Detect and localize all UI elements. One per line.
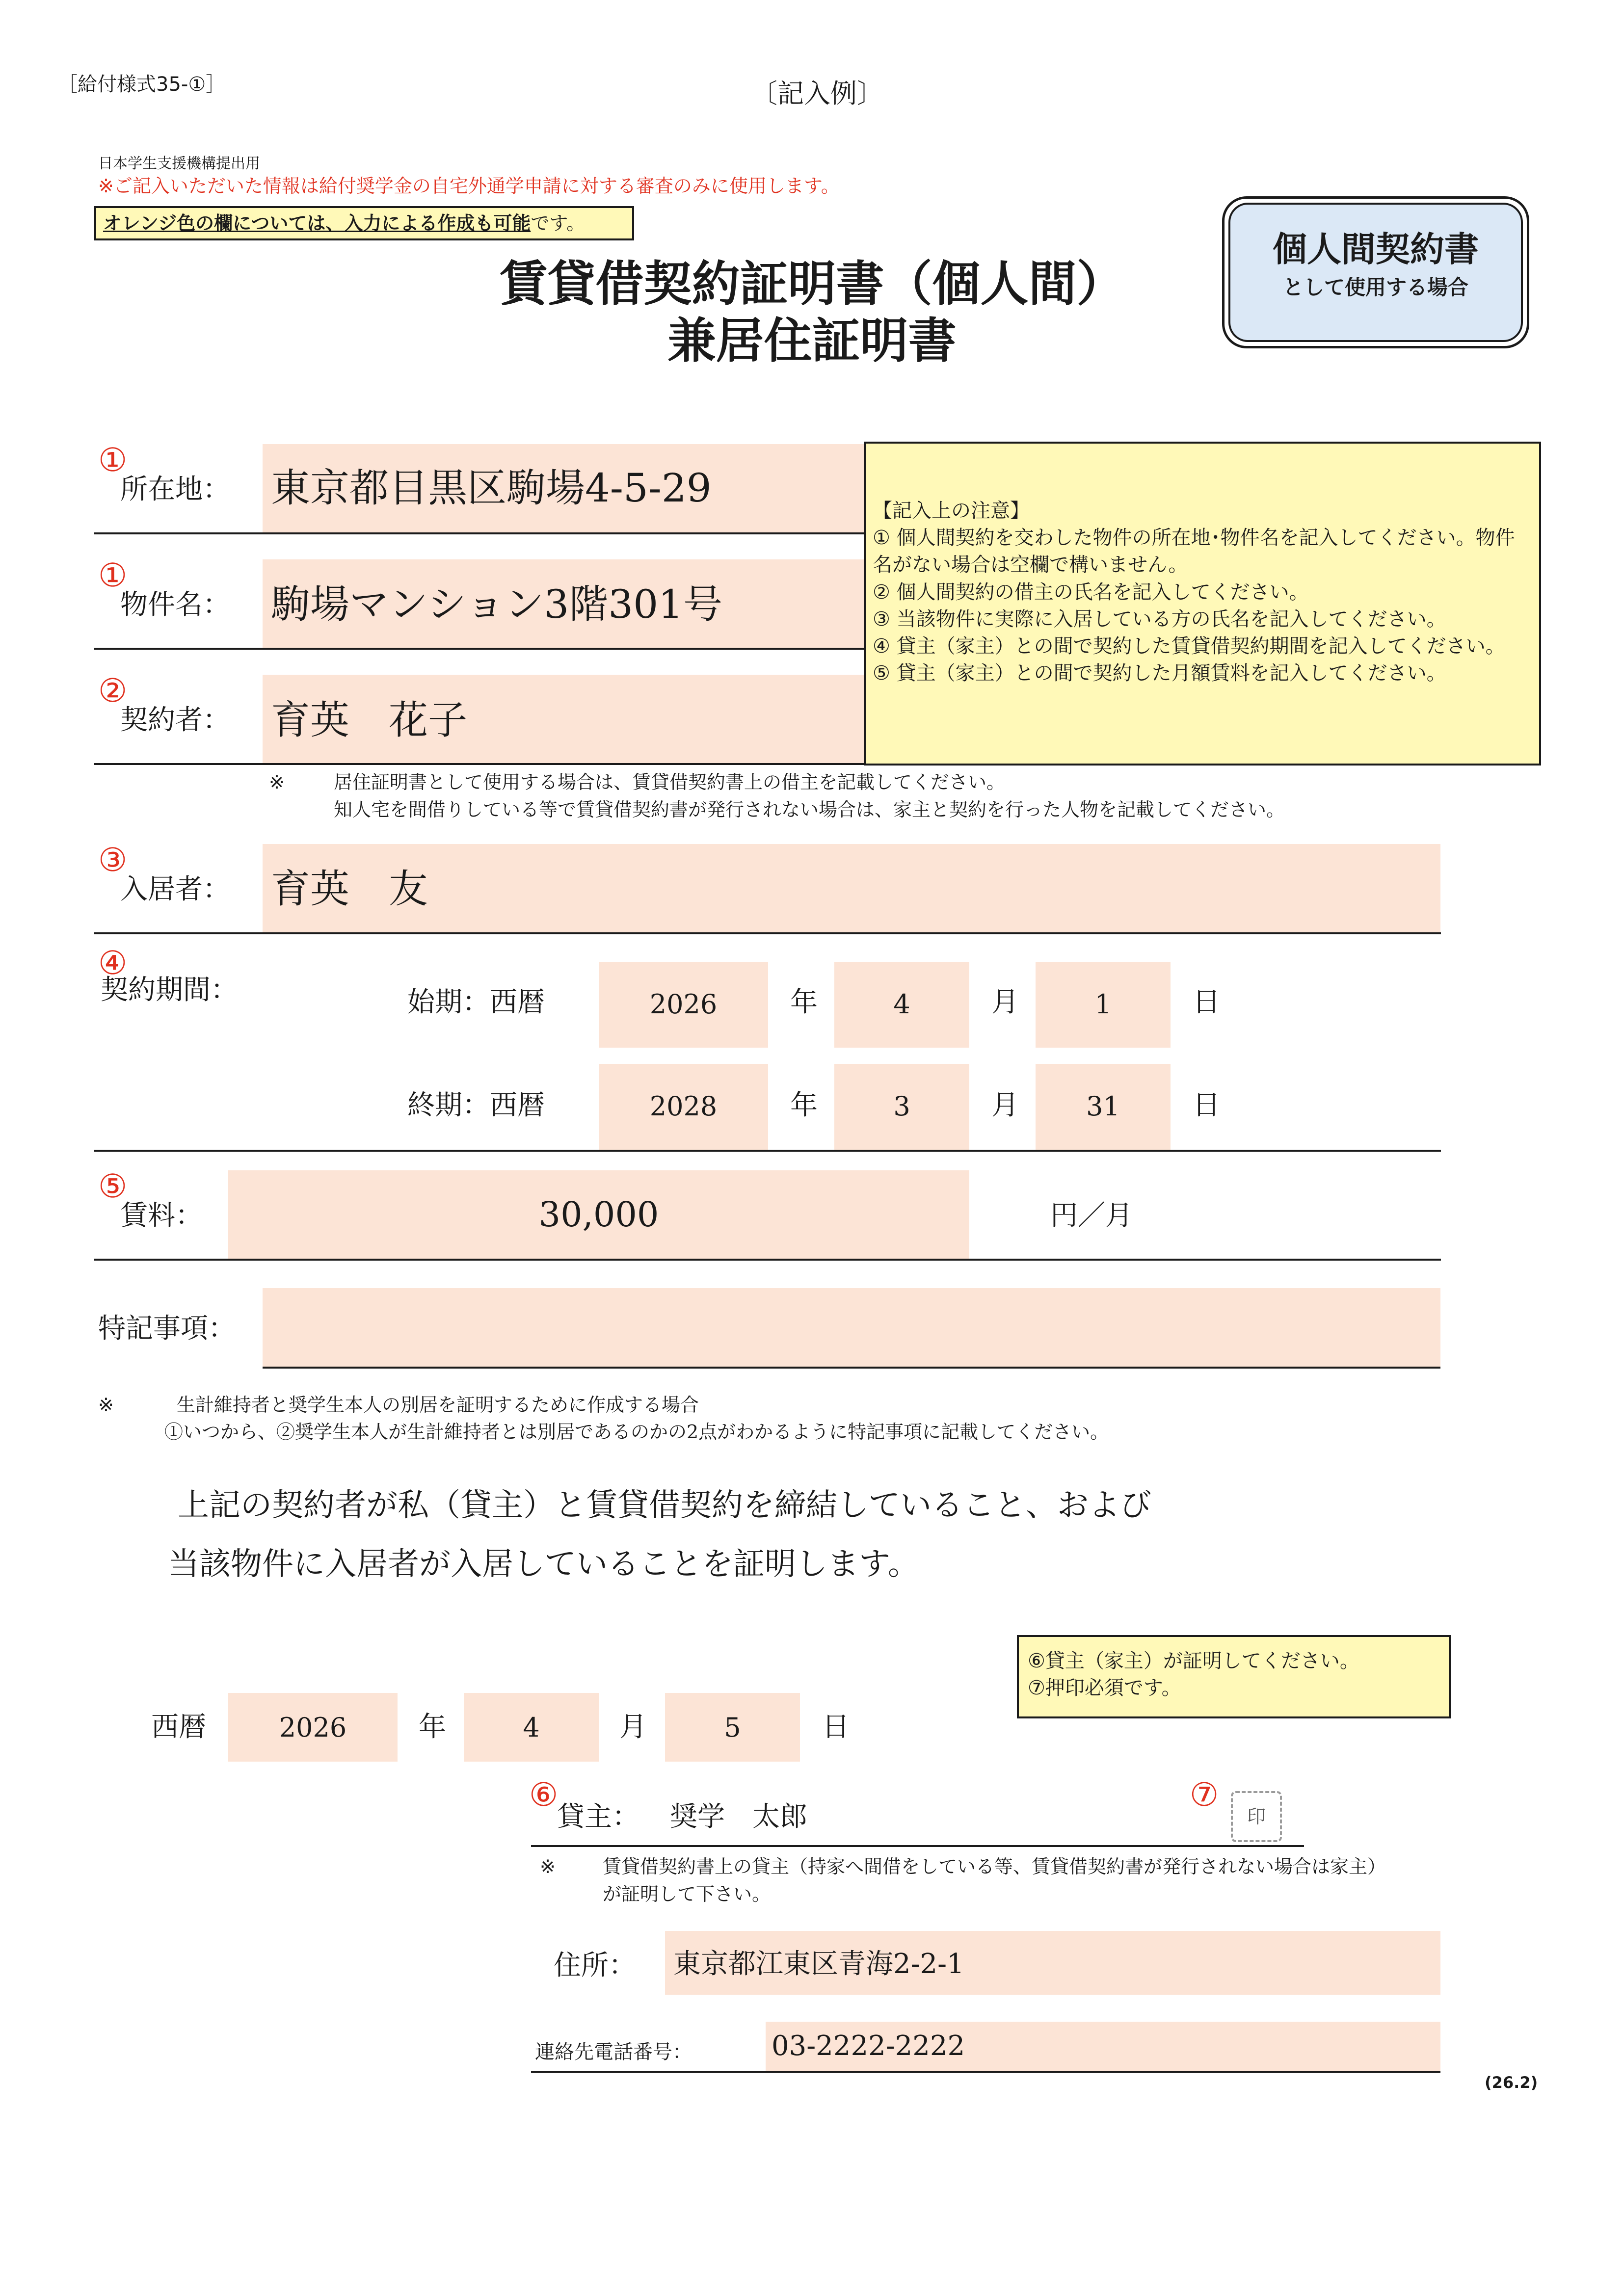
start-year-unit: 年 [790, 986, 818, 1018]
landlord-guide-line2: ⑦押印必須です。 [1028, 1677, 1181, 1700]
marker-contractor: ② [98, 672, 128, 710]
end-month-value: 3 [893, 1091, 910, 1122]
marker-rent: ⑤ [98, 1167, 128, 1205]
guide-item: ⑤ 貸主（家主）との間で契約した月額賃料を記入してください。 [873, 662, 1446, 685]
example-label: 〔記入例〕 [751, 78, 883, 109]
start-day-value: 1 [1094, 989, 1112, 1020]
orange-notice-rest: です。 [531, 212, 586, 234]
special-note-mark: ※ [98, 1394, 114, 1416]
end-year-unit: 年 [790, 1089, 818, 1121]
start-month-value: 4 [893, 989, 910, 1020]
contractor-note-line1: 居住証明書として使用する場合は、賃貸借契約書上の借主を記載してください。 [334, 771, 1006, 793]
date-era-label: 西暦 [151, 1711, 206, 1743]
address-label: 住所： [554, 1950, 636, 1981]
special-note-line1: 生計維持者と奨学生本人の別居を証明するために作成する場合 [177, 1394, 699, 1416]
landlord-note-mark: ※ [540, 1856, 556, 1877]
phone-label: 連絡先電話番号： [535, 2041, 692, 2063]
marker-period: ④ [98, 944, 128, 982]
badge-subtitle: として使用する場合 [1282, 275, 1468, 299]
guide-item: ② 個人間契約の借主の氏名を記入してください。 [873, 581, 1309, 604]
marker-property: ① [98, 556, 128, 594]
special-note-line2: ①いつから、②奨学生本人が生計維持者とは別居であるのかの2点がわかるように特記事項に記載してください。 [164, 1421, 1109, 1443]
date-month-unit: 月 [619, 1711, 647, 1743]
special-field[interactable] [263, 1288, 1440, 1367]
guide-item: 名がない場合は空欄で構いません。 [873, 554, 1188, 577]
period-start-label: 始期：西暦 [407, 986, 545, 1018]
guide-item: ① 個人間契約を交わした物件の所在地･物件名を記入してください。物件 [873, 527, 1515, 550]
contractor-value: 育英 花子 [271, 697, 467, 743]
date-day-unit: 日 [822, 1711, 850, 1743]
start-year-value: 2026 [649, 989, 718, 1020]
end-day-unit: 日 [1193, 1089, 1220, 1121]
divider-phone [531, 2071, 1440, 2073]
resident-label: 入居者： [120, 873, 230, 905]
end-month-unit: 月 [991, 1089, 1019, 1121]
end-year-value: 2028 [649, 1091, 718, 1122]
document-title-line1: 賃貸借契約証明書（個人間） [499, 256, 1125, 312]
privacy-notice: ※ご記入いただいた情報は給付奨学金の自宅外通学申請に対する審査のみに使用します。 [98, 175, 840, 197]
marker-landlord: ⑥ [529, 1776, 559, 1814]
certification-line2: 当該物件に入居者が入居していることを証明します。 [168, 1546, 919, 1583]
divider-rent [94, 1259, 1441, 1261]
rent-unit: 円／月 [1050, 1200, 1133, 1232]
phone-value: 03-2222-2222 [772, 2030, 965, 2062]
orange-field-notice [94, 206, 634, 240]
address-value: 東京都江東区青海2-2-1 [673, 1948, 964, 1980]
date-year-value: 2026 [279, 1712, 347, 1743]
location-value: 東京都目黒区駒場4-5-29 [271, 465, 712, 511]
landlord-note-line1: 賃貸借契約書上の貸主（持家へ間借をしている等、賃貸借契約書が発行されない場合は家主） [603, 1856, 1386, 1877]
certification-line1: 上記の契約者が私（貸主）と賃貸借契約を締結していること、および [178, 1487, 1151, 1524]
marker-resident: ③ [98, 841, 128, 879]
divider-landlord [531, 1845, 1304, 1847]
document-title-line2: 兼居住証明書 [667, 313, 957, 369]
form-code: ［給付様式35-①］ [58, 73, 226, 96]
landlord-label: 貸主： [557, 1801, 639, 1833]
date-year-unit: 年 [419, 1711, 446, 1743]
end-day-value: 31 [1086, 1091, 1120, 1122]
landlord-guide [1017, 1635, 1451, 1718]
orange-notice-bold: オレンジ色の欄については、入力による作成も可能 [103, 212, 531, 234]
period-label: 契約期間： [101, 974, 238, 1006]
resident-field[interactable] [263, 844, 1440, 932]
contractor-label: 契約者： [120, 704, 230, 736]
filling-guide [864, 442, 1541, 765]
guide-item: ③ 当該物件に実際に入居している方の氏名を記入してください。 [873, 607, 1446, 631]
special-label: 特記事項： [98, 1313, 236, 1345]
property-value: 駒場マンション3階301号 [271, 581, 722, 627]
version-number: (26.2) [1485, 2073, 1538, 2092]
divider-resident [94, 932, 1441, 934]
divider-period [94, 1150, 1441, 1152]
landlord-guide-line1: ⑥貸主（家主）が証明してください。 [1028, 1650, 1359, 1672]
rent-label: 賃料： [120, 1200, 203, 1232]
location-label: 所在地： [120, 474, 230, 505]
marker-seal: ⑦ [1190, 1776, 1219, 1814]
seal-box[interactable]: 印 [1231, 1791, 1282, 1842]
submit-to: 日本学生支援機構提出用 [98, 155, 260, 172]
date-month-value: 4 [523, 1712, 540, 1743]
property-label: 物件名： [120, 589, 230, 621]
guide-heading: 【記入上の注意】 [873, 500, 1030, 522]
landlord-name: 奨学 太郎 [670, 1801, 807, 1833]
marker-location: ① [98, 441, 128, 479]
contractor-note-mark: ※ [269, 771, 285, 793]
landlord-note-line2: が証明して下さい。 [603, 1883, 771, 1905]
guide-item: ④ 貸主（家主）との間で契約した賃貸借契約期間を記入してください。 [873, 634, 1505, 658]
date-day-value: 5 [724, 1712, 741, 1743]
badge-title: 個人間契約書 [1273, 229, 1479, 269]
start-month-unit: 月 [991, 986, 1019, 1018]
divider-special [263, 1367, 1440, 1369]
start-day-unit: 日 [1193, 986, 1220, 1018]
resident-value: 育英 友 [271, 866, 428, 912]
period-end-label: 終期：西暦 [407, 1089, 545, 1121]
rent-value: 30,000 [538, 1194, 659, 1235]
contractor-note-line2: 知人宅を間借りしている等で賃貸借契約書が発行されない場合は、家主と契約を行った人物を記載してください。 [334, 799, 1285, 820]
